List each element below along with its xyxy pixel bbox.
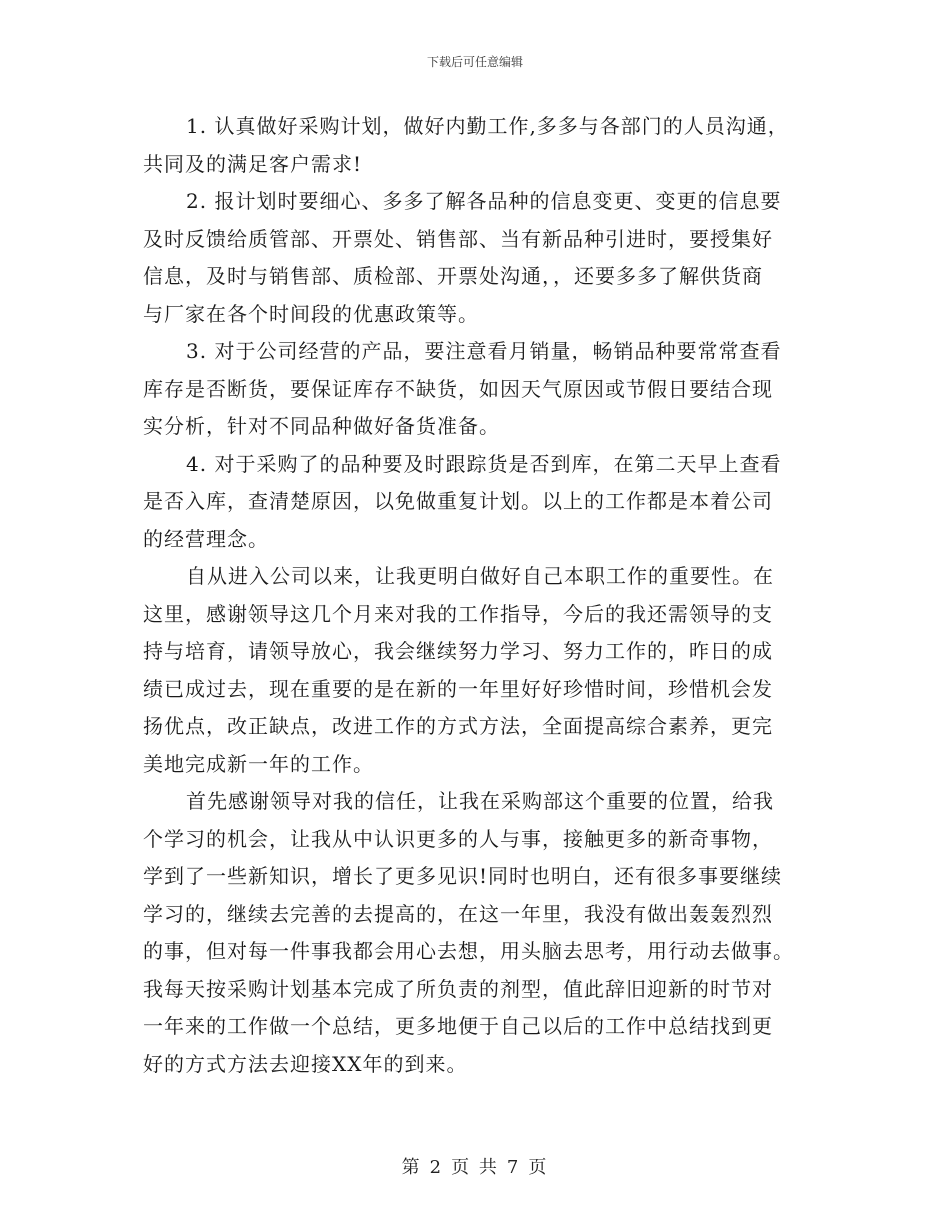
paragraph-line: 持与培育，请领导放心，我会继续努力学习、努力工作的，昨日的成 bbox=[143, 639, 773, 663]
page-header bbox=[0, 53, 950, 70]
paragraph-line: 的经营理念。 bbox=[143, 526, 269, 551]
paragraph-line: 与厂家在各个时间段的优惠政策等。 bbox=[143, 301, 479, 326]
footer-suffix: 页 bbox=[528, 1157, 549, 1178]
paragraph-line: 绩已成过去，现在重要的是在新的一年里好好珍惜时间，珍惜机会发 bbox=[143, 676, 773, 701]
total-pages-number: 7 bbox=[506, 1157, 521, 1178]
paragraph-line: 信息，及时与销售部、质检部、开票处沟通，，还要多多了解供货商 bbox=[143, 264, 763, 288]
paragraph-line: 一年来的工作做一个总结，更多地便于自己以后的工作中总结找到更 bbox=[143, 1014, 773, 1038]
paragraph-item-4 bbox=[143, 446, 823, 559]
footer-prefix: 第 bbox=[401, 1157, 422, 1178]
paragraph-line: 美地完成新一年的工作。 bbox=[143, 751, 374, 776]
paragraph-line: 1. 认真做好采购计划，做好内勤工作,多多与各部门的人员沟通， bbox=[186, 114, 789, 138]
paragraph-intro bbox=[143, 558, 823, 783]
paragraph-line: 这里，感谢领导这几个月来对我的工作指导，今后的我还需领导的支 bbox=[143, 601, 773, 626]
current-page-number: 2 bbox=[429, 1157, 444, 1178]
document-body bbox=[143, 108, 823, 1083]
paragraph-line: 库存是否断货，要保证库存不缺货，如因天气原因或节假日要结合现 bbox=[143, 376, 773, 401]
paragraph-line: 好的方式方法去迎接XX年的到来。 bbox=[143, 1051, 468, 1076]
paragraph-line: 及时反馈给质管部、开票处、销售部、当有新品种引进时，要授集好 bbox=[143, 226, 773, 251]
paragraph-line: 2. 报计划时要细心、多多了解各品种的信息变更、变更的信息要 bbox=[186, 189, 782, 213]
paragraph-line: 是否入库，查清楚原因，以免做重复计划。以上的工作都是本着公司 bbox=[143, 489, 773, 513]
paragraph-item-3 bbox=[143, 333, 823, 446]
paragraph-line: 4. 对于采购了的品种要及时跟踪货是否到库，在第二天早上查看 bbox=[186, 451, 782, 476]
paragraph-thanks bbox=[143, 783, 823, 1083]
header-text: 下载后可任意编辑 bbox=[426, 55, 523, 69]
paragraph-line: 首先感谢领导对我的信任，让我在采购部这个重要的位置，给我 bbox=[186, 789, 774, 813]
page-footer bbox=[0, 1153, 950, 1179]
paragraph-line: 实分析，针对不同品种做好备货准备。 bbox=[143, 414, 500, 438]
paragraph-line: 学到了一些新知识，增长了更多见识!同时也明白，还有很多事要继续 bbox=[143, 864, 783, 888]
paragraph-item-1 bbox=[143, 108, 823, 183]
paragraph-line: 的事，但对每一件事我都会用心去想，用头脑去思考，用行动去做事。 bbox=[143, 939, 794, 963]
footer-middle: 页 共 bbox=[451, 1157, 499, 1178]
paragraph-item-2 bbox=[143, 183, 823, 333]
paragraph-line: 3. 对于公司经营的产品，要注意看月销量，畅销品种要常常查看 bbox=[186, 339, 782, 363]
paragraph-line: 扬优点，改正缺点，改进工作的方式方法，全面提高综合素养，更完 bbox=[143, 714, 773, 738]
paragraph-line: 共同及的满足客户需求! bbox=[143, 151, 363, 176]
paragraph-line: 个学习的机会，让我从中认识更多的人与事，接触更多的新奇事物， bbox=[143, 826, 773, 851]
paragraph-line: 自从进入公司以来，让我更明白做好自己本职工作的重要性。在 bbox=[186, 564, 774, 588]
paragraph-line: 学习的，继续去完善的去提高的，在这一年里，我没有做出轰轰烈烈 bbox=[143, 901, 773, 926]
paragraph-line: 我每天按采购计划基本完成了所负责的剂型，值此辞旧迎新的时节对 bbox=[143, 976, 773, 1001]
